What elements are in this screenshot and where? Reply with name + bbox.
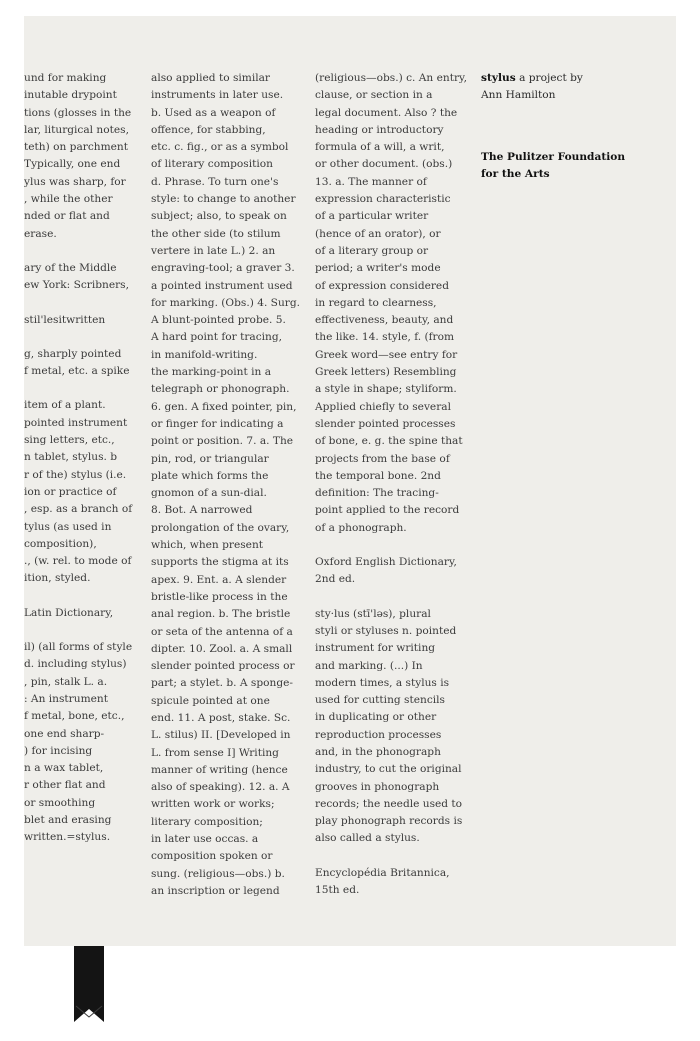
text-line: slender pointed processes xyxy=(315,417,456,430)
text-line: il) (all forms of style xyxy=(24,641,133,654)
text-line: end. 11. A post, stake. Sc. xyxy=(151,711,291,724)
text-line: lar, liturgical notes, xyxy=(24,123,129,136)
text-line: styli or styluses n. pointed xyxy=(315,624,457,637)
paragraph xyxy=(24,70,144,243)
text-line: grooves in phonograph xyxy=(315,780,440,793)
text-line: spicule pointed at one xyxy=(151,694,270,707)
document-page xyxy=(24,16,676,946)
text-line: Latin Dictionary, xyxy=(24,606,114,619)
text-line: legal document. Also ? the xyxy=(315,106,458,119)
text-line: ition, styled. xyxy=(24,572,91,585)
text-line: plate which forms the xyxy=(151,469,269,482)
text-line: of bone, e. g. the spine that xyxy=(315,435,463,448)
text-line: or seta of the antenna of a xyxy=(151,625,293,638)
paragraph xyxy=(24,397,144,587)
text-line: dipter. 10. Zool. a. A small xyxy=(151,642,293,655)
text-line: for marking. (Obs.) 4. Surg. xyxy=(151,296,300,309)
text-line: , pin, stalk L. a. xyxy=(24,675,108,688)
text-line: Typically, one end xyxy=(24,158,121,171)
text-line: effectiveness, beauty, and xyxy=(315,314,454,327)
text-line: etc. c. fig., or as a symbol xyxy=(151,141,289,154)
text-column-2 xyxy=(151,70,301,917)
text-line: part; a stylet. b. A sponge- xyxy=(151,677,293,690)
text-line: in duplicating or other xyxy=(315,711,437,724)
paragraph xyxy=(151,70,301,900)
text-line: A hard point for tracing, xyxy=(151,331,283,344)
text-line: one end sharp- xyxy=(24,727,105,740)
text-line: sung. (religious—obs.) b. xyxy=(151,867,285,880)
text-line: of expression considered xyxy=(315,279,449,292)
text-line: b. Used as a weapon of xyxy=(151,106,276,119)
text-line: written work or works; xyxy=(151,798,275,811)
text-column-1 xyxy=(24,70,144,864)
paragraph xyxy=(315,865,471,900)
text-line: ary of the Middle xyxy=(24,261,117,274)
text-line: the like. 14. style, f. (from xyxy=(315,331,455,344)
text-line: 2nd ed. xyxy=(315,573,356,586)
text-line: f metal, bone, etc., xyxy=(24,710,125,723)
project-byline: a project by xyxy=(519,72,583,84)
text-line: of literary composition xyxy=(151,158,273,171)
text-line: pointed instrument xyxy=(24,416,128,429)
text-line: play phonograph records is xyxy=(315,815,463,828)
text-line: literary composition; xyxy=(151,815,263,828)
paragraph xyxy=(24,312,144,329)
text-line: inutable drypoint xyxy=(24,89,117,102)
text-line: Encyclopédia Britannica, xyxy=(315,866,450,879)
text-line: g, sharply pointed xyxy=(24,347,122,360)
text-line: gnomon of a sun-dial. xyxy=(151,487,267,500)
paragraph xyxy=(24,605,144,622)
text-line: supports the stigma at its xyxy=(151,556,289,569)
text-line: (religious—obs.) c. An entry, xyxy=(315,72,467,84)
text-line: or other document. (obs.) xyxy=(315,158,453,171)
text-line: the marking-point in a xyxy=(151,366,272,379)
text-line: sty·lus (stī'ləs), plural xyxy=(315,607,431,620)
text-line: of a particular writer xyxy=(315,210,429,223)
credit-column xyxy=(481,70,651,183)
text-line: also applied to similar xyxy=(151,72,270,84)
text-line: 15th ed. xyxy=(315,884,360,897)
project-title: stylus xyxy=(481,72,516,84)
credit-title-line xyxy=(481,70,651,87)
text-line: of a phonograph. xyxy=(315,521,407,534)
text-line: Greek word—see entry for xyxy=(315,348,458,361)
text-line: nded or flat and xyxy=(24,210,110,223)
paragraph xyxy=(24,639,144,847)
text-line: d. Phrase. To turn one's xyxy=(151,175,279,188)
text-line: manner of writing (hence xyxy=(151,763,288,776)
text-line: ylus was sharp, for xyxy=(24,175,126,188)
text-line: or finger for indicating a xyxy=(151,417,284,430)
text-line: tylus (as used in xyxy=(24,520,112,533)
paragraph xyxy=(315,554,471,589)
text-line: 13. a. The manner of xyxy=(315,175,427,188)
foundation-line-2: for the Arts xyxy=(481,167,550,180)
text-line: Oxford English Dictionary, xyxy=(315,556,457,569)
text-line: Applied chiefly to several xyxy=(315,400,451,413)
text-line: reproduction processes xyxy=(315,728,442,741)
text-line: instruments in later use. xyxy=(151,89,284,102)
text-line: f metal, etc. a spike xyxy=(24,365,130,378)
text-line: , while the other xyxy=(24,193,113,206)
text-line: subject; also, to speak on xyxy=(151,210,287,223)
text-line: modern times, a stylus is xyxy=(315,676,450,689)
text-line: offence, for stabbing, xyxy=(151,123,266,136)
text-line: sing letters, etc., xyxy=(24,434,115,447)
paragraph xyxy=(315,70,471,537)
text-line: projects from the base of xyxy=(315,452,450,465)
text-line: erase. xyxy=(24,227,57,240)
paragraph xyxy=(24,346,144,381)
text-line: , esp. as a branch of xyxy=(24,503,133,516)
text-line: blet and erasing xyxy=(24,813,112,826)
text-line: L. stilus) II. [Developed in xyxy=(151,729,291,742)
text-line: prolongation of the ovary, xyxy=(151,521,290,534)
text-line: vertere in late L.) 2. an xyxy=(151,244,276,257)
foundation-line-1: The Pulitzer Foundation xyxy=(481,150,626,163)
text-line: point applied to the record xyxy=(315,504,460,517)
paragraph xyxy=(24,260,144,295)
text-line: r other flat and xyxy=(24,779,106,792)
text-line: records; the needle used to xyxy=(315,797,463,810)
text-line: also called a stylus. xyxy=(315,832,420,845)
text-line: telegraph or phonograph. xyxy=(151,383,290,396)
text-line: used for cutting stencils xyxy=(315,694,445,707)
text-line: anal region. b. The bristle xyxy=(151,608,291,621)
text-line: an inscription or legend xyxy=(151,884,280,897)
text-line: composition), xyxy=(24,537,97,550)
foundation-name xyxy=(481,149,651,184)
text-line: pin, rod, or triangular xyxy=(151,452,269,465)
text-line: written.=stylus. xyxy=(24,831,111,844)
text-line: also of speaking). 12. a. A xyxy=(151,781,290,794)
text-line: instrument for writing xyxy=(315,642,436,655)
project-author: Ann Hamilton xyxy=(481,89,556,102)
text-line: item of a plant. xyxy=(24,399,106,412)
text-line: industry, to cut the original xyxy=(315,763,462,776)
text-line: n a wax tablet, xyxy=(24,762,104,775)
text-line: n tablet, stylus. b xyxy=(24,451,118,464)
text-line: tions (glosses in the xyxy=(24,106,132,119)
text-line: d. including stylus) xyxy=(24,658,127,671)
text-line: ., (w. rel. to mode of xyxy=(24,555,132,568)
text-line: in regard to clearness, xyxy=(315,296,437,309)
text-line: L. from sense I] Writing xyxy=(151,746,279,759)
text-line: ion or practice of xyxy=(24,485,117,498)
text-line: definition: The tracing- xyxy=(315,487,439,500)
text-line: und for making xyxy=(24,72,107,84)
text-line: period; a writer's mode xyxy=(315,262,441,275)
text-line: apex. 9. Ent. a. A slender xyxy=(151,573,287,586)
text-line: a style in shape; styliform. xyxy=(315,383,457,396)
text-line: point or position. 7. a. The xyxy=(151,435,294,448)
text-line: the other side (to stilum xyxy=(151,227,281,240)
text-line: r of the) stylus (i.e. xyxy=(24,468,127,481)
text-line: composition spoken or xyxy=(151,850,273,863)
text-line: engraving-tool; a graver 3. xyxy=(151,262,295,275)
text-line: and marking. (...) In xyxy=(315,659,423,672)
text-line: a pointed instrument used xyxy=(151,279,293,292)
text-line: which, when present xyxy=(151,539,264,552)
text-line: stil'lesitwritten xyxy=(24,313,106,326)
bookmark-ribbon xyxy=(74,946,104,1022)
text-line: bristle-like process in the xyxy=(151,590,288,603)
text-line: ) for incising xyxy=(24,744,93,757)
text-line: ew York: Scribners, xyxy=(24,279,129,292)
text-line: style: to change to another xyxy=(151,193,296,206)
paragraph xyxy=(315,606,471,848)
text-line: clause, or section in a xyxy=(315,89,433,102)
text-line: A blunt-pointed probe. 5. xyxy=(151,314,286,327)
text-line: in later use occas. a xyxy=(151,833,259,846)
text-line: : An instrument xyxy=(24,692,108,705)
text-line: 6. gen. A fixed pointer, pin, xyxy=(151,400,297,413)
text-line: expression characteristic xyxy=(315,193,451,206)
text-line: 8. Bot. A narrowed xyxy=(151,504,253,517)
text-line: or smoothing xyxy=(24,796,96,809)
text-line: heading or introductory xyxy=(315,123,444,136)
text-column-3 xyxy=(315,70,471,916)
text-line: and, in the phonograph xyxy=(315,745,441,758)
text-line: the temporal bone. 2nd xyxy=(315,469,441,482)
text-line: in manifold-writing. xyxy=(151,348,258,361)
text-line: Greek letters) Resembling xyxy=(315,366,457,379)
text-line: formula of a will, a writ, xyxy=(315,141,445,154)
text-line: of a literary group or xyxy=(315,244,429,257)
text-line: slender pointed process or xyxy=(151,660,295,673)
text-line: teth) on parchment xyxy=(24,141,128,154)
text-line: (hence of an orator), or xyxy=(315,227,441,240)
